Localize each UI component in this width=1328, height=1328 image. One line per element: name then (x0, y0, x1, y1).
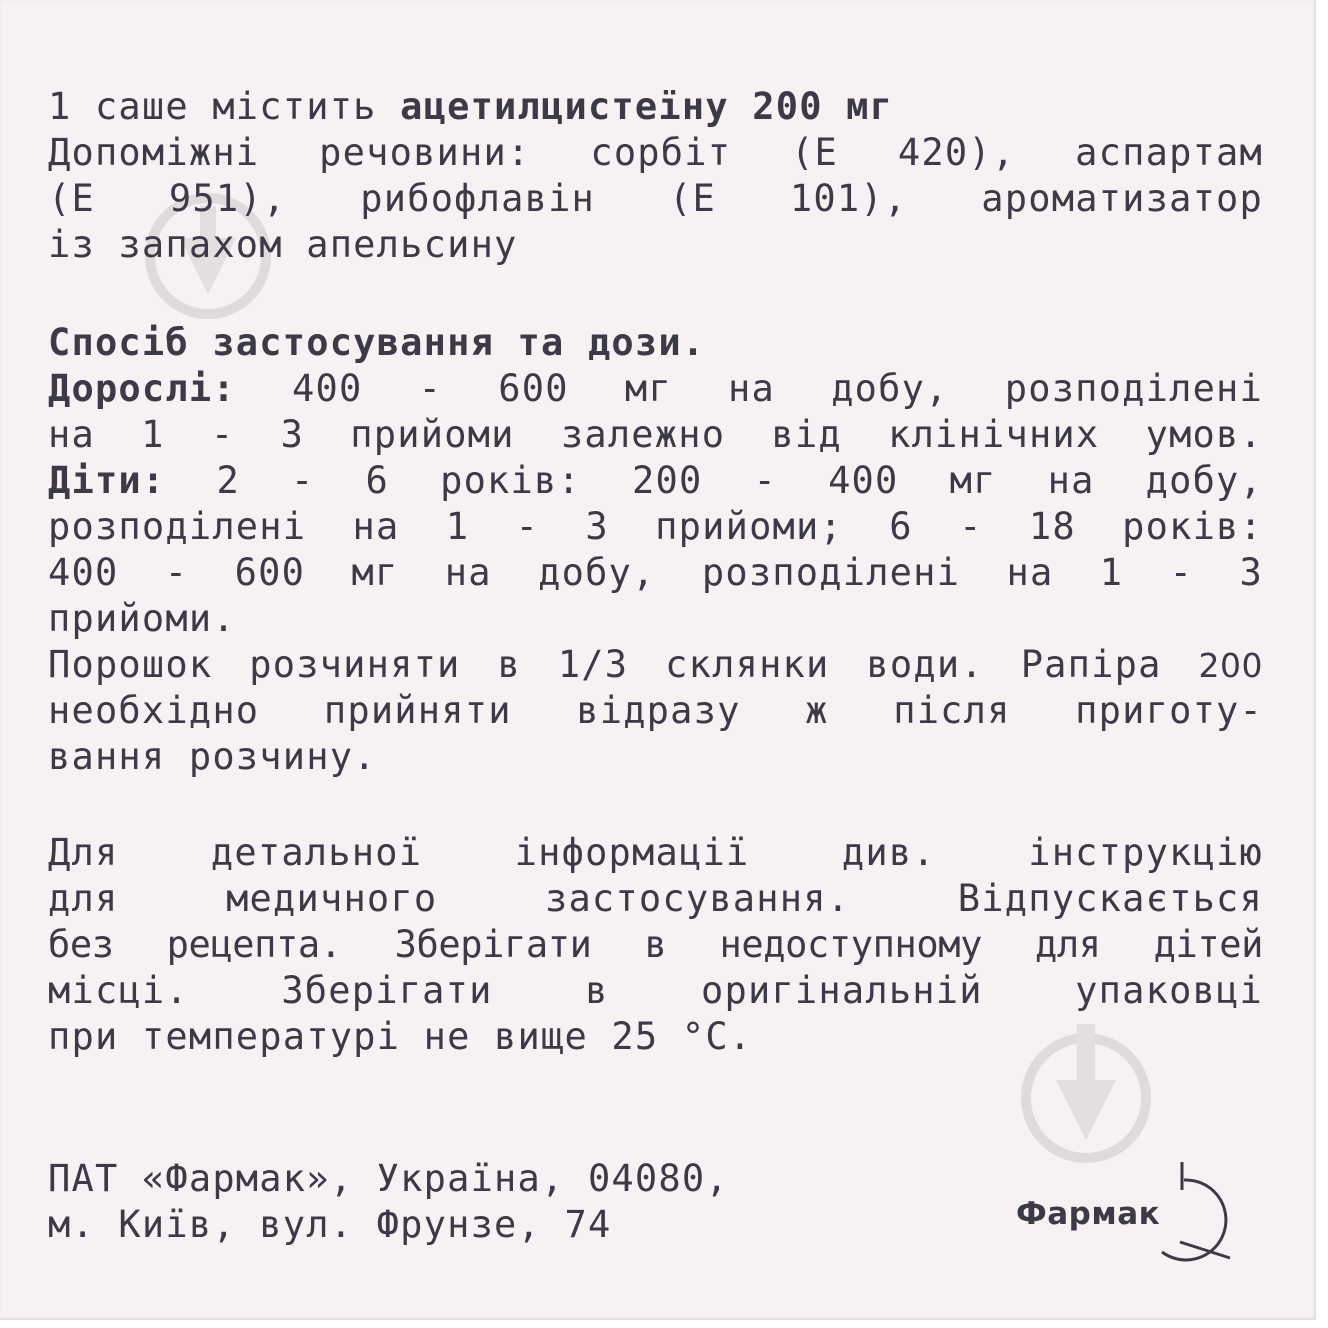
adults-label: Дорослі: (48, 367, 236, 410)
children-line-4: прийоми. (48, 597, 236, 640)
adults-text: 400 - 600 мг на добу, розподілені (292, 367, 1263, 410)
preparation-number: 200 (1198, 646, 1263, 685)
preparation-line-2: необхідно прийняти відразу ж після приготу- (48, 689, 1263, 732)
manufacturer-line-2: м. Київ, вул. Фрунзе, 74 (48, 1203, 612, 1246)
children-line-3: 400 - 600 мг на добу, розподілені на 1 - 3 (48, 551, 1263, 594)
info-line-4: місці. Зберігати в оригінальній упаковці (48, 969, 1263, 1012)
excipients-label: Допоміжні речовини: (48, 131, 531, 174)
preparation-line-1 (48, 642, 1263, 688)
excipients-text: сорбіт (Е 420), аспартам (590, 131, 1263, 174)
preparation-text: Порошок розчиняти в 1/3 склянки води. Рапіра (48, 643, 1162, 686)
excipients-line-1 (48, 130, 1263, 176)
info-section (48, 830, 1263, 1060)
preparation-line-3: вання розчину. (48, 735, 377, 778)
info-line-1: Для детальної інформації див. інструкцію (48, 831, 1263, 874)
excipients-line-2: (Е 951), рибофлавін (Е 101), ароматизатор (48, 177, 1263, 220)
composition-line (48, 84, 1263, 130)
info-line-5: при температурі не вище 25 °С. (48, 1015, 753, 1058)
composition-prefix: 1 саше містить (48, 85, 401, 128)
info-line-3: без рецепта. Зберігати в недоступному для дітей (48, 923, 1263, 966)
composition-section (48, 84, 1263, 268)
pharmak-logo (1012, 1160, 1242, 1270)
manufacturer-section (48, 1156, 948, 1248)
adults-line-2: на 1 - 3 прийоми залежно від клінічних умов. (48, 413, 1263, 456)
info-line-2: для медичного застосування. Відпускається (48, 877, 1263, 920)
active-ingredient: ацетилцистеїну 200 мг (400, 85, 894, 128)
logo-text: Фармак (1016, 1196, 1161, 1232)
dosage-section (48, 320, 1263, 780)
excipients-line-3: із запахом апельсину (48, 223, 518, 266)
children-line-1 (48, 458, 1263, 504)
manufacturer-line-1: ПАТ «Фармак», Україна, 04080, (48, 1157, 729, 1200)
children-line-2: розподілені на 1 - 3 прийоми; 6 - 18 років: (48, 505, 1263, 548)
adults-line-1 (48, 366, 1263, 412)
children-text: 2 - 6 років: 200 - 400 мг на добу, (216, 459, 1263, 502)
children-label: Діти: (48, 459, 166, 502)
dosage-heading: Спосіб застосування та дози. (48, 321, 706, 364)
